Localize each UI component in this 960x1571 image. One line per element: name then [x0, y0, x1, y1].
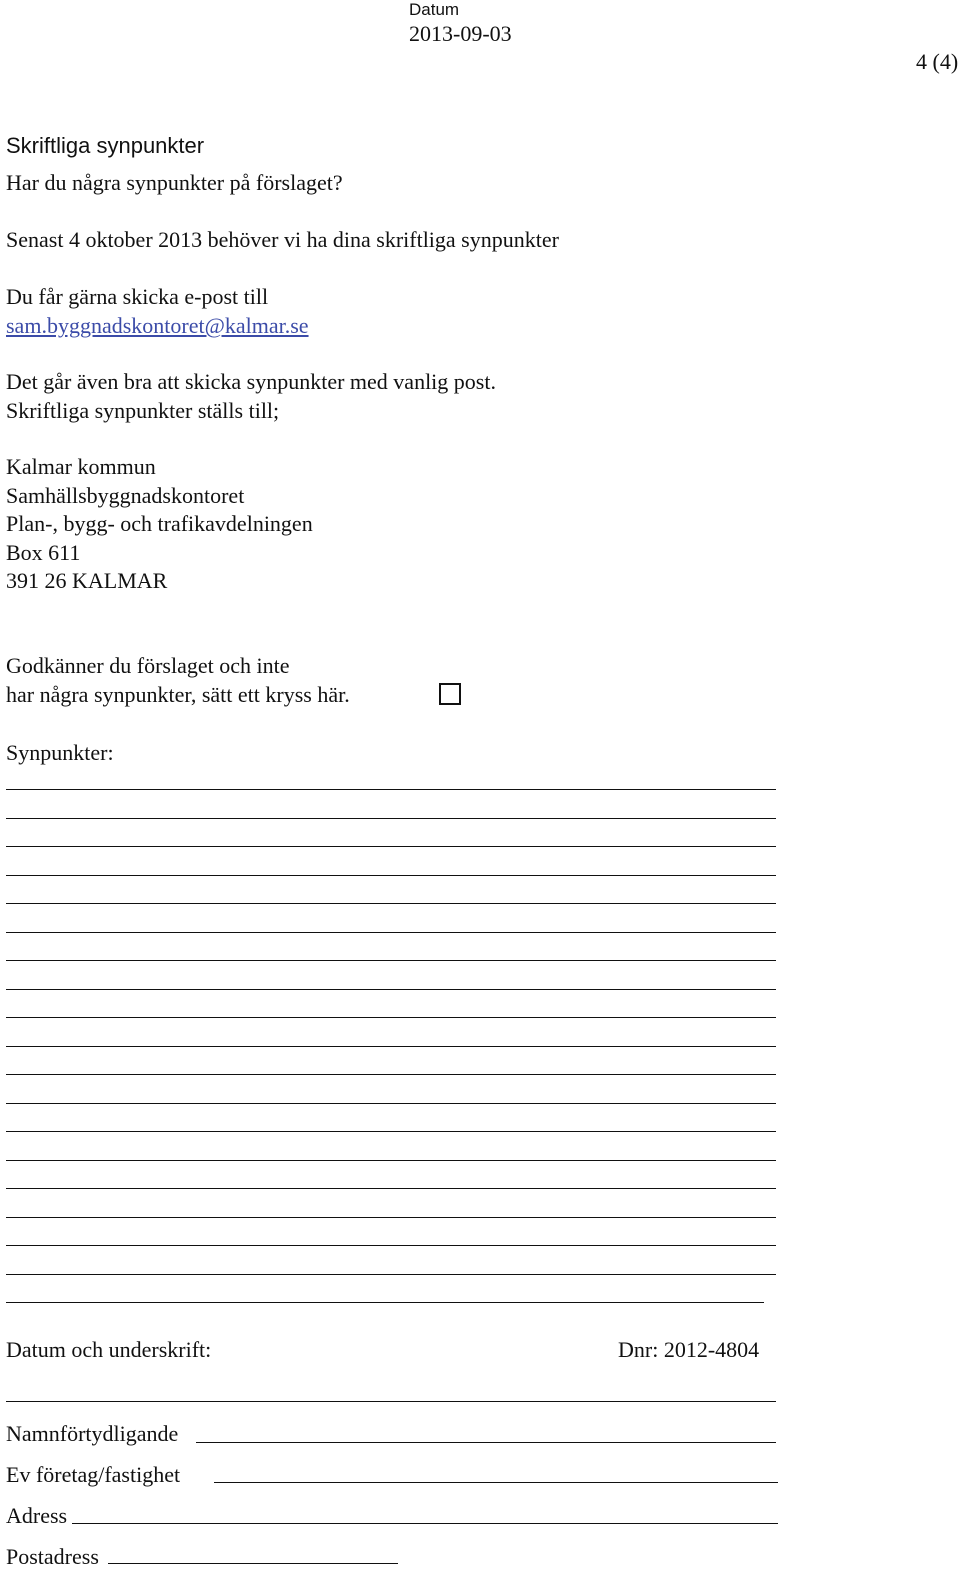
- writing-line[interactable]: [6, 846, 776, 847]
- approval-text-line-2: har några synpunkter, sätt ett kryss här.: [6, 682, 350, 707]
- address-line: Box 611: [6, 539, 81, 565]
- writing-line[interactable]: [6, 1302, 764, 1303]
- datum-label: Datum: [409, 0, 460, 19]
- email-intro-text: Du får gärna skicka e-post till: [6, 284, 269, 309]
- postadress-label: Postadress: [6, 1544, 99, 1569]
- writing-line[interactable]: [6, 1074, 776, 1075]
- adress-label: Adress: [6, 1503, 68, 1528]
- signature-line[interactable]: [6, 1401, 776, 1402]
- page-number: 4 (4): [916, 49, 959, 74]
- section-title: Skriftliga synpunkter: [6, 133, 205, 158]
- writing-line[interactable]: [6, 789, 776, 790]
- question-text: Har du några synpunkter på förslaget?: [6, 170, 343, 195]
- datum-signature-label: Datum och underskrift:: [6, 1337, 212, 1362]
- address-line: Plan-, bygg- och trafikavdelningen: [6, 511, 313, 537]
- writing-line[interactable]: [6, 1103, 776, 1104]
- writing-line[interactable]: [6, 1188, 776, 1189]
- writing-line[interactable]: [6, 1017, 776, 1018]
- foretag-line[interactable]: [214, 1482, 778, 1483]
- datum-value: 2013-09-03: [409, 21, 512, 46]
- writing-line[interactable]: [6, 1217, 776, 1218]
- namn-line[interactable]: [196, 1442, 776, 1443]
- writing-line[interactable]: [6, 932, 776, 933]
- writing-line[interactable]: [6, 1046, 776, 1047]
- writing-line[interactable]: [6, 1245, 776, 1246]
- writing-line[interactable]: [6, 818, 776, 819]
- email-link[interactable]: sam.byggnadskontoret@kalmar.se: [6, 313, 309, 338]
- address-line: 391 26 KALMAR: [6, 568, 168, 594]
- deadline-text: Senast 4 oktober 2013 behöver vi ha dina skriftliga synpunkter: [6, 227, 559, 252]
- approval-checkbox[interactable]: [439, 683, 461, 705]
- synpunkter-label: Synpunkter:: [6, 740, 114, 765]
- postal-address: [6, 453, 313, 596]
- foretag-label: Ev företag/fastighet: [6, 1462, 181, 1487]
- writing-line[interactable]: [6, 1131, 776, 1132]
- writing-line[interactable]: [6, 1160, 776, 1161]
- post-recipient-text: Skriftliga synpunkter ställs till;: [6, 398, 280, 423]
- namn-label: Namnförtydligande: [6, 1421, 179, 1446]
- approval-text-line-1: Godkänner du förslaget och inte: [6, 653, 290, 678]
- writing-line[interactable]: [6, 960, 776, 961]
- dnr-label: Dnr: 2012-4804: [618, 1337, 760, 1362]
- writing-line[interactable]: [6, 989, 776, 990]
- address-line: Samhällsbyggnadskontoret: [6, 482, 245, 508]
- postadress-line[interactable]: [108, 1563, 398, 1564]
- writing-line[interactable]: [6, 1274, 776, 1275]
- writing-line[interactable]: [6, 875, 776, 876]
- writing-line[interactable]: [6, 903, 776, 904]
- address-line: Kalmar kommun: [6, 454, 156, 479]
- adress-line[interactable]: [72, 1523, 778, 1524]
- post-info-text: Det går även bra att skicka synpunkter med vanlig post.: [6, 369, 496, 394]
